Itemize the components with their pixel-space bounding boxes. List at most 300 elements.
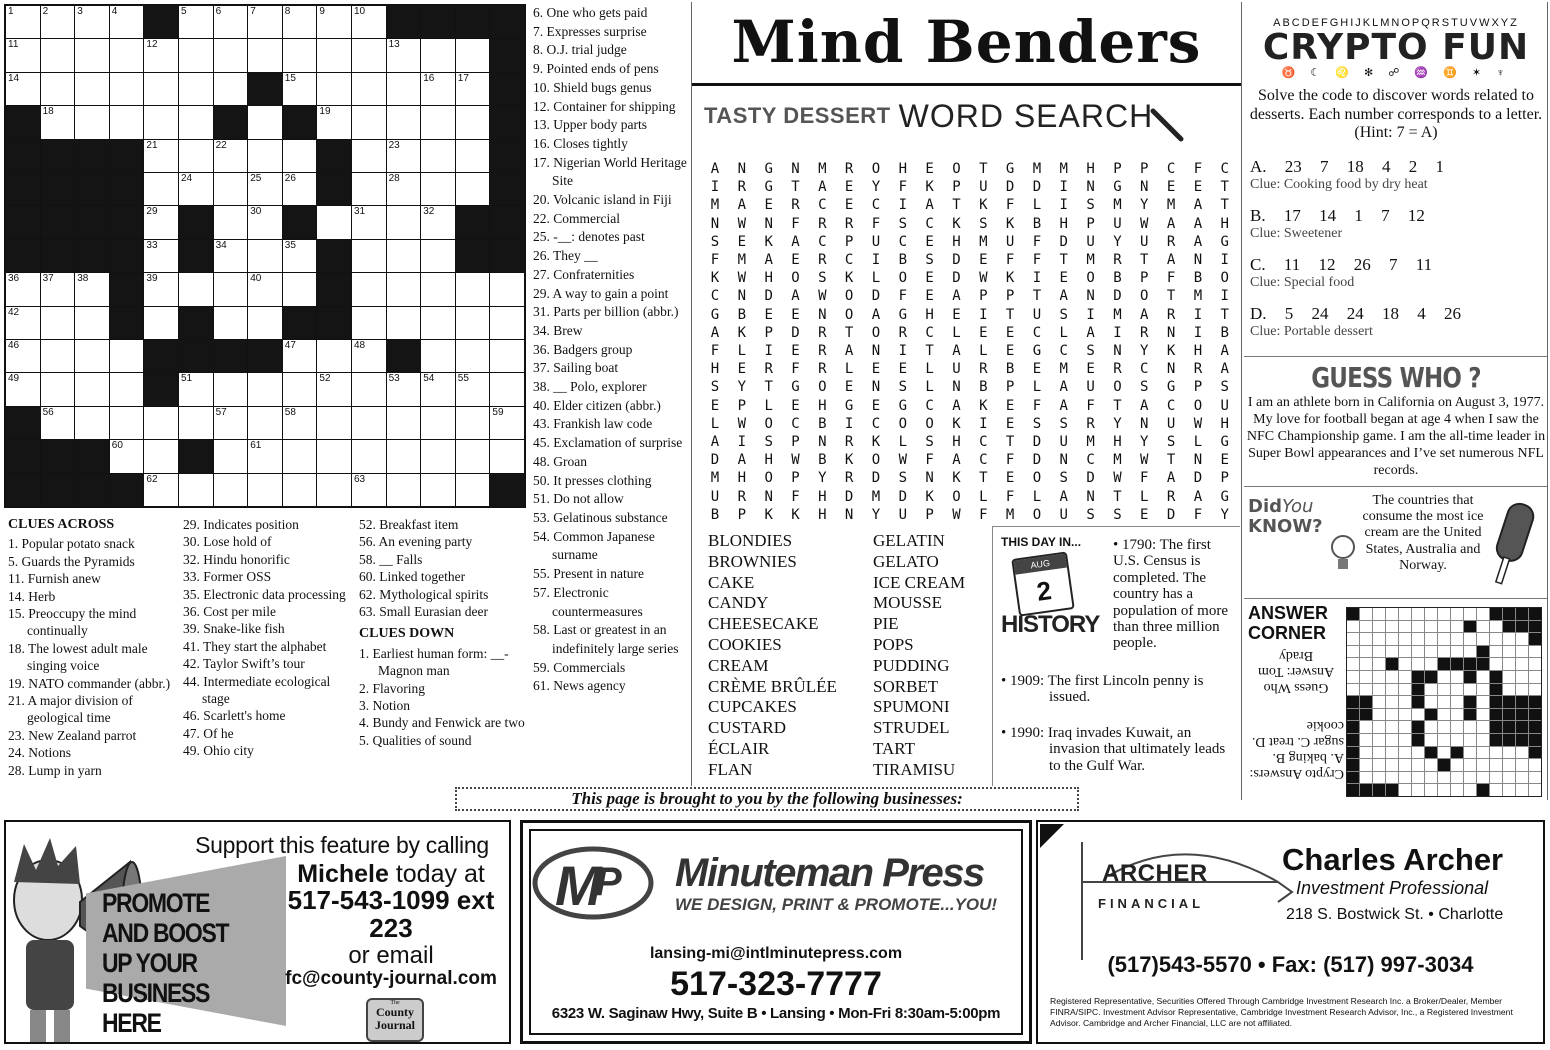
wordsearch-letter[interactable]: S — [925, 434, 934, 451]
crossword-cell[interactable] — [317, 440, 351, 472]
crossword-cell[interactable] — [75, 373, 109, 405]
crossword-cell[interactable] — [317, 340, 351, 372]
crossword-cell[interactable] — [179, 273, 213, 305]
wordsearch-letter[interactable]: T — [1220, 179, 1229, 196]
crossword-cell[interactable] — [179, 140, 213, 172]
wordsearch-letter[interactable]: D — [1193, 470, 1203, 487]
wordsearch-letter[interactable]: B — [1113, 270, 1122, 287]
wordsearch-letter[interactable]: R — [818, 252, 827, 269]
wordsearch-letter[interactable]: B — [1193, 270, 1203, 287]
crossword-cell[interactable] — [41, 39, 75, 71]
wordsearch-letter[interactable]: P — [952, 179, 961, 196]
wordsearch-letter[interactable]: L — [1140, 488, 1149, 505]
wordsearch-letter[interactable]: K — [925, 179, 934, 196]
wordsearch-letter[interactable]: W — [737, 215, 747, 232]
crossword-cell[interactable] — [387, 140, 421, 172]
crossword-cell[interactable] — [144, 240, 178, 272]
wordsearch-letter[interactable]: L — [979, 488, 988, 505]
crossword-cell[interactable] — [6, 340, 40, 372]
wordsearch-letter[interactable]: F — [1032, 233, 1042, 250]
crossword-cell[interactable] — [283, 340, 317, 372]
wordsearch-letter[interactable]: T — [1140, 252, 1149, 269]
wordsearch-letter[interactable]: N — [1140, 415, 1149, 432]
wordsearch-letter[interactable]: S — [818, 270, 827, 287]
crossword-cell[interactable] — [421, 340, 455, 372]
wordsearch-letter[interactable]: F — [1032, 397, 1042, 414]
crossword-cell[interactable] — [179, 373, 213, 405]
wordsearch-letter[interactable]: E — [898, 361, 908, 378]
wordsearch-letter[interactable]: I — [764, 343, 773, 360]
wordsearch-letter[interactable]: D — [1086, 470, 1095, 487]
crossword-cell[interactable] — [144, 39, 178, 71]
crossword-cell[interactable] — [283, 407, 317, 439]
crossword-cell[interactable] — [421, 240, 455, 272]
wordsearch-letter[interactable]: W — [1113, 470, 1122, 487]
crossword-cell[interactable] — [214, 140, 248, 172]
wordsearch-letter[interactable]: D — [1113, 288, 1122, 305]
crossword-cell[interactable] — [214, 474, 248, 506]
wordsearch-letter[interactable]: T — [1113, 397, 1122, 414]
wordsearch-letter[interactable]: S — [1086, 197, 1095, 214]
wordsearch-letter[interactable]: T — [925, 343, 934, 360]
wordsearch-letter[interactable]: C — [925, 397, 934, 414]
wordsearch-letter[interactable]: G — [791, 379, 800, 396]
wordsearch-letter[interactable]: A — [818, 179, 827, 196]
wordsearch-letter[interactable]: R — [818, 215, 827, 232]
wordsearch-letter[interactable]: P — [1220, 470, 1229, 487]
wordsearch-letter[interactable]: N — [844, 506, 854, 523]
crossword-cell[interactable] — [144, 106, 178, 138]
crossword-cell[interactable] — [248, 307, 282, 339]
wordsearch-letter[interactable]: H — [737, 470, 747, 487]
wordsearch-letter[interactable]: Y — [1140, 434, 1149, 451]
crossword-cell[interactable] — [214, 440, 248, 472]
wordsearch-letter[interactable]: A — [710, 434, 720, 451]
wordsearch-letter[interactable]: N — [1086, 288, 1095, 305]
crossword-cell[interactable] — [352, 73, 386, 105]
wordsearch-letter[interactable]: O — [844, 306, 854, 323]
wordsearch-letter[interactable]: E — [1005, 324, 1015, 341]
wordsearch-letter[interactable]: S — [1220, 379, 1229, 396]
wordsearch-letter[interactable]: U — [952, 361, 961, 378]
wordsearch-letter[interactable]: K — [844, 452, 854, 469]
wordsearch-letter[interactable]: U — [871, 233, 881, 250]
wordsearch-letter[interactable]: G — [1220, 488, 1229, 505]
crossword-cell[interactable] — [41, 106, 75, 138]
wordsearch-letter[interactable]: U — [1059, 506, 1068, 523]
wordsearch-letter[interactable]: E — [1005, 343, 1015, 360]
wordsearch-letter[interactable]: N — [737, 161, 747, 177]
wordsearch-letter[interactable]: I — [979, 306, 988, 323]
wordsearch-letter[interactable]: K — [952, 470, 961, 487]
crossword-cell[interactable] — [421, 307, 455, 339]
wordsearch-letter[interactable]: A — [1140, 306, 1149, 323]
crossword-cell[interactable] — [214, 373, 248, 405]
wordsearch-letter[interactable]: E — [979, 252, 988, 269]
crossword-cell[interactable] — [352, 39, 386, 71]
wordsearch-letter[interactable]: H — [818, 488, 827, 505]
wordsearch-letter[interactable]: R — [737, 488, 747, 505]
wordsearch-letter[interactable]: D — [952, 270, 961, 287]
wordsearch-letter[interactable]: H — [1193, 343, 1203, 360]
wordsearch-letter[interactable]: E — [1086, 361, 1095, 378]
crossword-cell[interactable] — [6, 6, 40, 38]
wordsearch-letter[interactable]: F — [791, 488, 800, 505]
wordsearch-letter[interactable]: T — [979, 470, 988, 487]
wordsearch-letter[interactable]: S — [764, 434, 773, 451]
wordsearch-letter[interactable]: K — [1005, 270, 1015, 287]
wordsearch-letter[interactable]: Y — [871, 506, 881, 523]
wordsearch-letter[interactable]: I — [871, 252, 881, 269]
crossword-cell[interactable] — [110, 407, 144, 439]
crossword-cell[interactable] — [248, 273, 282, 305]
wordsearch-letter[interactable]: E — [737, 361, 747, 378]
crossword-cell[interactable] — [456, 106, 490, 138]
wordsearch-letter[interactable]: H — [925, 306, 934, 323]
wordsearch-letter[interactable]: H — [1059, 215, 1068, 232]
wordsearch-letter[interactable]: H — [898, 161, 908, 177]
wordsearch-letter[interactable]: R — [818, 361, 827, 378]
wordsearch-letter[interactable]: B — [898, 252, 908, 269]
wordsearch-letter[interactable]: L — [952, 324, 961, 341]
crossword-cell[interactable] — [75, 340, 109, 372]
wordsearch-letter[interactable]: O — [791, 270, 800, 287]
wordsearch-letter[interactable]: K — [764, 506, 773, 523]
crossword-cell[interactable] — [352, 340, 386, 372]
crossword-cell[interactable] — [387, 173, 421, 205]
wordsearch-letter[interactable]: W — [1140, 452, 1149, 469]
crossword-cell[interactable] — [456, 273, 490, 305]
wordsearch-letter[interactable]: E — [844, 197, 854, 214]
wordsearch-letter[interactable]: B — [737, 306, 747, 323]
crossword-cell[interactable] — [110, 39, 144, 71]
wordsearch-letter[interactable]: D — [710, 452, 720, 469]
crossword-cell[interactable] — [387, 106, 421, 138]
crossword-cell[interactable] — [456, 307, 490, 339]
wordsearch-letter[interactable]: A — [1193, 233, 1203, 250]
wordsearch-letter[interactable]: O — [1032, 506, 1042, 523]
crossword-cell[interactable] — [283, 440, 317, 472]
wordsearch-letter[interactable]: N — [871, 343, 881, 360]
wordsearch-letter[interactable]: U — [1220, 397, 1229, 414]
wordsearch-letter[interactable]: E — [1005, 470, 1015, 487]
crossword-cell[interactable] — [214, 307, 248, 339]
wordsearch-letter[interactable]: A — [1059, 488, 1068, 505]
wordsearch-letter[interactable]: H — [764, 452, 773, 469]
wordsearch-letter[interactable]: N — [952, 379, 961, 396]
crossword-cell[interactable] — [214, 173, 248, 205]
wordsearch-letter[interactable]: P — [737, 397, 747, 414]
crossword-cell[interactable] — [387, 474, 421, 506]
wordsearch-letter[interactable]: C — [710, 288, 720, 305]
wordsearch-letter[interactable]: K — [979, 397, 988, 414]
wordsearch-letter[interactable]: N — [1086, 179, 1095, 196]
crossword-cell[interactable] — [248, 173, 282, 205]
wordsearch-letter[interactable]: R — [1166, 488, 1176, 505]
wordsearch-letter[interactable]: A — [1140, 397, 1149, 414]
wordsearch-letter[interactable]: O — [898, 270, 908, 287]
wordsearch-letter[interactable]: A — [1220, 343, 1229, 360]
crossword-cell[interactable] — [179, 474, 213, 506]
crossword-cell[interactable] — [214, 407, 248, 439]
wordsearch-letter[interactable]: L — [737, 343, 747, 360]
crossword-cell[interactable] — [456, 73, 490, 105]
wordsearch-letter[interactable]: D — [1166, 506, 1176, 523]
wordsearch-letter[interactable]: F — [1005, 452, 1015, 469]
crossword-cell[interactable] — [456, 340, 490, 372]
wordsearch-letter[interactable]: K — [737, 324, 747, 341]
crossword-cell[interactable] — [75, 73, 109, 105]
wordsearch-letter[interactable]: L — [710, 415, 720, 432]
wordsearch-letter[interactable]: K — [925, 488, 934, 505]
wordsearch-letter[interactable]: P — [1113, 161, 1122, 177]
wordsearch-letter[interactable]: E — [791, 343, 800, 360]
crossword-cell[interactable] — [456, 440, 490, 472]
wordsearch-letter[interactable]: I — [710, 179, 720, 196]
wordsearch-letter[interactable]: M — [1113, 452, 1122, 469]
wordsearch-letter[interactable]: U — [1140, 233, 1149, 250]
wordsearch-letter[interactable]: C — [979, 452, 988, 469]
wordsearch-letter[interactable]: F — [898, 179, 908, 196]
wordsearch-letter[interactable]: E — [925, 270, 934, 287]
crossword-cell[interactable] — [75, 273, 109, 305]
crossword-cell[interactable] — [421, 206, 455, 238]
wordsearch-letter[interactable]: I — [898, 343, 908, 360]
wordsearch-letter[interactable]: W — [1193, 415, 1203, 432]
wordsearch-letter[interactable]: O — [1220, 270, 1229, 287]
wordsearch-letter[interactable]: H — [1220, 215, 1229, 232]
wordsearch-letter[interactable]: S — [1032, 415, 1042, 432]
crossword-cell[interactable] — [75, 39, 109, 71]
wordsearch-letter[interactable]: D — [871, 470, 881, 487]
crossword-cell[interactable] — [214, 73, 248, 105]
crossword-cell[interactable] — [144, 206, 178, 238]
wordsearch-letter[interactable]: P — [1005, 288, 1015, 305]
wordsearch-letter[interactable]: I — [1113, 324, 1122, 341]
wordsearch-letter[interactable]: E — [710, 397, 720, 414]
wordsearch-letter[interactable]: A — [1059, 379, 1068, 396]
wordsearch-letter[interactable]: L — [979, 343, 988, 360]
wordsearch-letter[interactable]: P — [1005, 379, 1015, 396]
wordsearch-letter[interactable]: R — [1113, 252, 1122, 269]
wordsearch-letter[interactable]: D — [952, 252, 961, 269]
wordsearch-letter[interactable]: A — [1193, 488, 1203, 505]
wordsearch-letter[interactable]: N — [1193, 452, 1203, 469]
crossword-cell[interactable] — [283, 373, 317, 405]
wordsearch-letter[interactable]: E — [791, 397, 800, 414]
wordsearch-letter[interactable]: O — [844, 288, 854, 305]
wordsearch-letter[interactable]: G — [898, 306, 908, 323]
wordsearch-letter[interactable]: R — [1086, 415, 1095, 432]
wordsearch-letter[interactable]: F — [710, 252, 720, 269]
wordsearch-letter[interactable]: S — [925, 252, 934, 269]
wordsearch-letter[interactable]: E — [791, 306, 800, 323]
wordsearch-letter[interactable]: N — [1166, 361, 1176, 378]
crossword-cell[interactable] — [421, 106, 455, 138]
crossword-cell[interactable] — [317, 106, 351, 138]
crossword-cell[interactable] — [179, 6, 213, 38]
wordsearch-letter[interactable]: M — [1005, 506, 1015, 523]
crossword-cell[interactable] — [490, 340, 524, 372]
crossword-cell[interactable] — [75, 6, 109, 38]
crossword-cell[interactable] — [248, 106, 282, 138]
wordsearch-letter[interactable]: E — [979, 324, 988, 341]
wordsearch-letter[interactable]: N — [710, 215, 720, 232]
wordsearch-letter[interactable]: A — [952, 397, 961, 414]
wordsearch-letter[interactable]: F — [1086, 397, 1095, 414]
crossword-cell[interactable] — [110, 440, 144, 472]
wordsearch-letter[interactable]: W — [1140, 215, 1149, 232]
crossword-cell[interactable] — [6, 273, 40, 305]
crossword-cell[interactable] — [248, 6, 282, 38]
wordsearch-letter[interactable]: B — [1032, 215, 1042, 232]
wordsearch-letter[interactable]: O — [952, 161, 961, 177]
wordsearch-letter[interactable]: S — [1166, 434, 1176, 451]
wordsearch-letter[interactable]: A — [1059, 397, 1068, 414]
crossword-cell[interactable] — [352, 440, 386, 472]
crossword-cell[interactable] — [144, 307, 178, 339]
wordsearch-letter[interactable]: A — [1193, 197, 1203, 214]
wordsearch-letter[interactable]: E — [764, 197, 773, 214]
crossword-cell[interactable] — [317, 407, 351, 439]
wordsearch-letter[interactable]: I — [1086, 306, 1095, 323]
wordsearch-letter[interactable]: M — [737, 252, 747, 269]
wordsearch-letter[interactable]: I — [737, 434, 747, 451]
wordsearch-letter[interactable]: I — [1032, 270, 1042, 287]
wordsearch-letter[interactable]: F — [1005, 252, 1015, 269]
wordsearch-letter[interactable]: N — [1059, 452, 1068, 469]
wordsearch-letter[interactable]: T — [844, 324, 854, 341]
wordsearch-letter[interactable]: U — [979, 179, 988, 196]
wordsearch-letter[interactable]: E — [871, 397, 881, 414]
wordsearch-letter[interactable]: F — [1193, 161, 1203, 177]
wordsearch-letter[interactable]: F — [1140, 470, 1149, 487]
crossword-cell[interactable] — [317, 73, 351, 105]
crossword-cell[interactable] — [317, 39, 351, 71]
wordsearch-letter[interactable]: C — [1140, 361, 1149, 378]
wordsearch-letter[interactable]: E — [925, 161, 934, 177]
crossword-cell[interactable] — [421, 373, 455, 405]
wordsearch-letter[interactable]: H — [952, 233, 961, 250]
crossword-cell[interactable] — [214, 6, 248, 38]
wordsearch-letter[interactable]: F — [871, 215, 881, 232]
wordsearch-letter[interactable]: M — [1086, 252, 1095, 269]
crossword-cell[interactable] — [248, 206, 282, 238]
wordsearch-letter[interactable]: E — [1166, 179, 1176, 196]
crossword-cell[interactable] — [110, 6, 144, 38]
wordsearch-letter[interactable]: G — [1166, 379, 1176, 396]
wordsearch-letter[interactable]: O — [764, 470, 773, 487]
wordsearch-letter[interactable]: S — [1086, 506, 1095, 523]
crossword-cell[interactable] — [317, 6, 351, 38]
wordsearch-letter[interactable]: S — [1059, 415, 1068, 432]
wordsearch-letter[interactable]: A — [1166, 252, 1176, 269]
crossword-cell[interactable] — [421, 140, 455, 172]
wordsearch-letter[interactable]: W — [952, 506, 961, 523]
wordsearch-letter[interactable]: A — [1086, 324, 1095, 341]
wordsearch-letter[interactable]: D — [871, 288, 881, 305]
crossword-cell[interactable] — [283, 140, 317, 172]
crossword-cell[interactable] — [387, 407, 421, 439]
wordsearch-letter[interactable]: D — [791, 324, 800, 341]
wordsearch-letter[interactable]: R — [898, 324, 908, 341]
wordsearch-letter[interactable]: E — [871, 361, 881, 378]
wordsearch-letter[interactable]: A — [925, 197, 934, 214]
wordsearch-letter[interactable]: A — [871, 306, 881, 323]
wordsearch-letter[interactable]: N — [764, 488, 773, 505]
wordsearch-letter[interactable]: D — [898, 488, 908, 505]
wordsearch-letter[interactable]: Y — [737, 379, 747, 396]
crossword-cell[interactable] — [144, 173, 178, 205]
wordsearch-letter[interactable]: M — [1059, 161, 1068, 177]
wordsearch-letter[interactable]: R — [1193, 361, 1203, 378]
wordsearch-letter[interactable]: T — [791, 179, 800, 196]
crossword-cell[interactable] — [456, 173, 490, 205]
wordsearch-letter[interactable]: E — [952, 306, 961, 323]
wordsearch-letter[interactable]: O — [1113, 379, 1122, 396]
wordsearch-letter[interactable]: E — [844, 179, 854, 196]
crossword-cell[interactable] — [41, 307, 75, 339]
wordsearch-letter[interactable]: D — [764, 288, 773, 305]
wordsearch-letter[interactable]: C — [925, 324, 934, 341]
wordsearch-letter[interactable]: M — [818, 161, 827, 177]
wordsearch-letter[interactable]: G — [898, 397, 908, 414]
wordsearch-letter[interactable]: U — [710, 488, 720, 505]
crossword-cell[interactable] — [352, 474, 386, 506]
crossword-cell[interactable] — [41, 73, 75, 105]
crossword-cell[interactable] — [421, 173, 455, 205]
wordsearch-letter[interactable]: E — [1220, 452, 1229, 469]
crossword-cell[interactable] — [283, 474, 317, 506]
crossword-cell[interactable] — [110, 340, 144, 372]
crossword-cell[interactable] — [75, 106, 109, 138]
wordsearch-letter[interactable]: S — [979, 215, 988, 232]
wordsearch-letter[interactable]: M — [1193, 288, 1203, 305]
wordsearch-letter[interactable]: P — [737, 506, 747, 523]
wordsearch-letter[interactable]: U — [1086, 233, 1095, 250]
wordsearch-letter[interactable]: S — [1140, 379, 1149, 396]
wordsearch-letter[interactable]: H — [1220, 415, 1229, 432]
wordsearch-letter[interactable]: E — [791, 252, 800, 269]
crossword-cell[interactable] — [352, 273, 386, 305]
wordsearch-letter[interactable]: N — [1140, 179, 1149, 196]
wordsearch-letter[interactable]: C — [844, 252, 854, 269]
wordsearch-letter[interactable]: M — [710, 197, 720, 214]
wordsearch-letter[interactable]: G — [1032, 343, 1042, 360]
wordsearch-letter[interactable]: M — [1059, 361, 1068, 378]
wordsearch-letter[interactable]: I — [898, 197, 908, 214]
wordsearch-letter[interactable]: A — [791, 288, 800, 305]
wordsearch-letter[interactable]: I — [1059, 179, 1068, 196]
wordsearch-letter[interactable]: D — [1059, 233, 1068, 250]
wordsearch-letter[interactable]: M — [1113, 197, 1122, 214]
wordsearch-letter[interactable]: T — [764, 379, 773, 396]
wordsearch-letter[interactable]: O — [871, 452, 881, 469]
wordsearch-letter[interactable]: L — [844, 361, 854, 378]
wordsearch-letter[interactable]: L — [1032, 379, 1042, 396]
wordsearch-letter[interactable]: B — [1220, 324, 1229, 341]
wordsearch-letter[interactable]: S — [1113, 506, 1122, 523]
wordsearch-letter[interactable]: R — [764, 361, 773, 378]
wordsearch-letter[interactable]: W — [818, 288, 827, 305]
wordsearch-letter[interactable]: R — [979, 361, 988, 378]
wordsearch-letter[interactable]: T — [1113, 488, 1122, 505]
wordsearch-letter[interactable]: I — [1220, 252, 1229, 269]
crossword-cell[interactable] — [179, 407, 213, 439]
crossword-cell[interactable] — [75, 407, 109, 439]
wordsearch-letter[interactable]: N — [1113, 343, 1122, 360]
wordsearch-letter[interactable]: L — [1032, 197, 1042, 214]
